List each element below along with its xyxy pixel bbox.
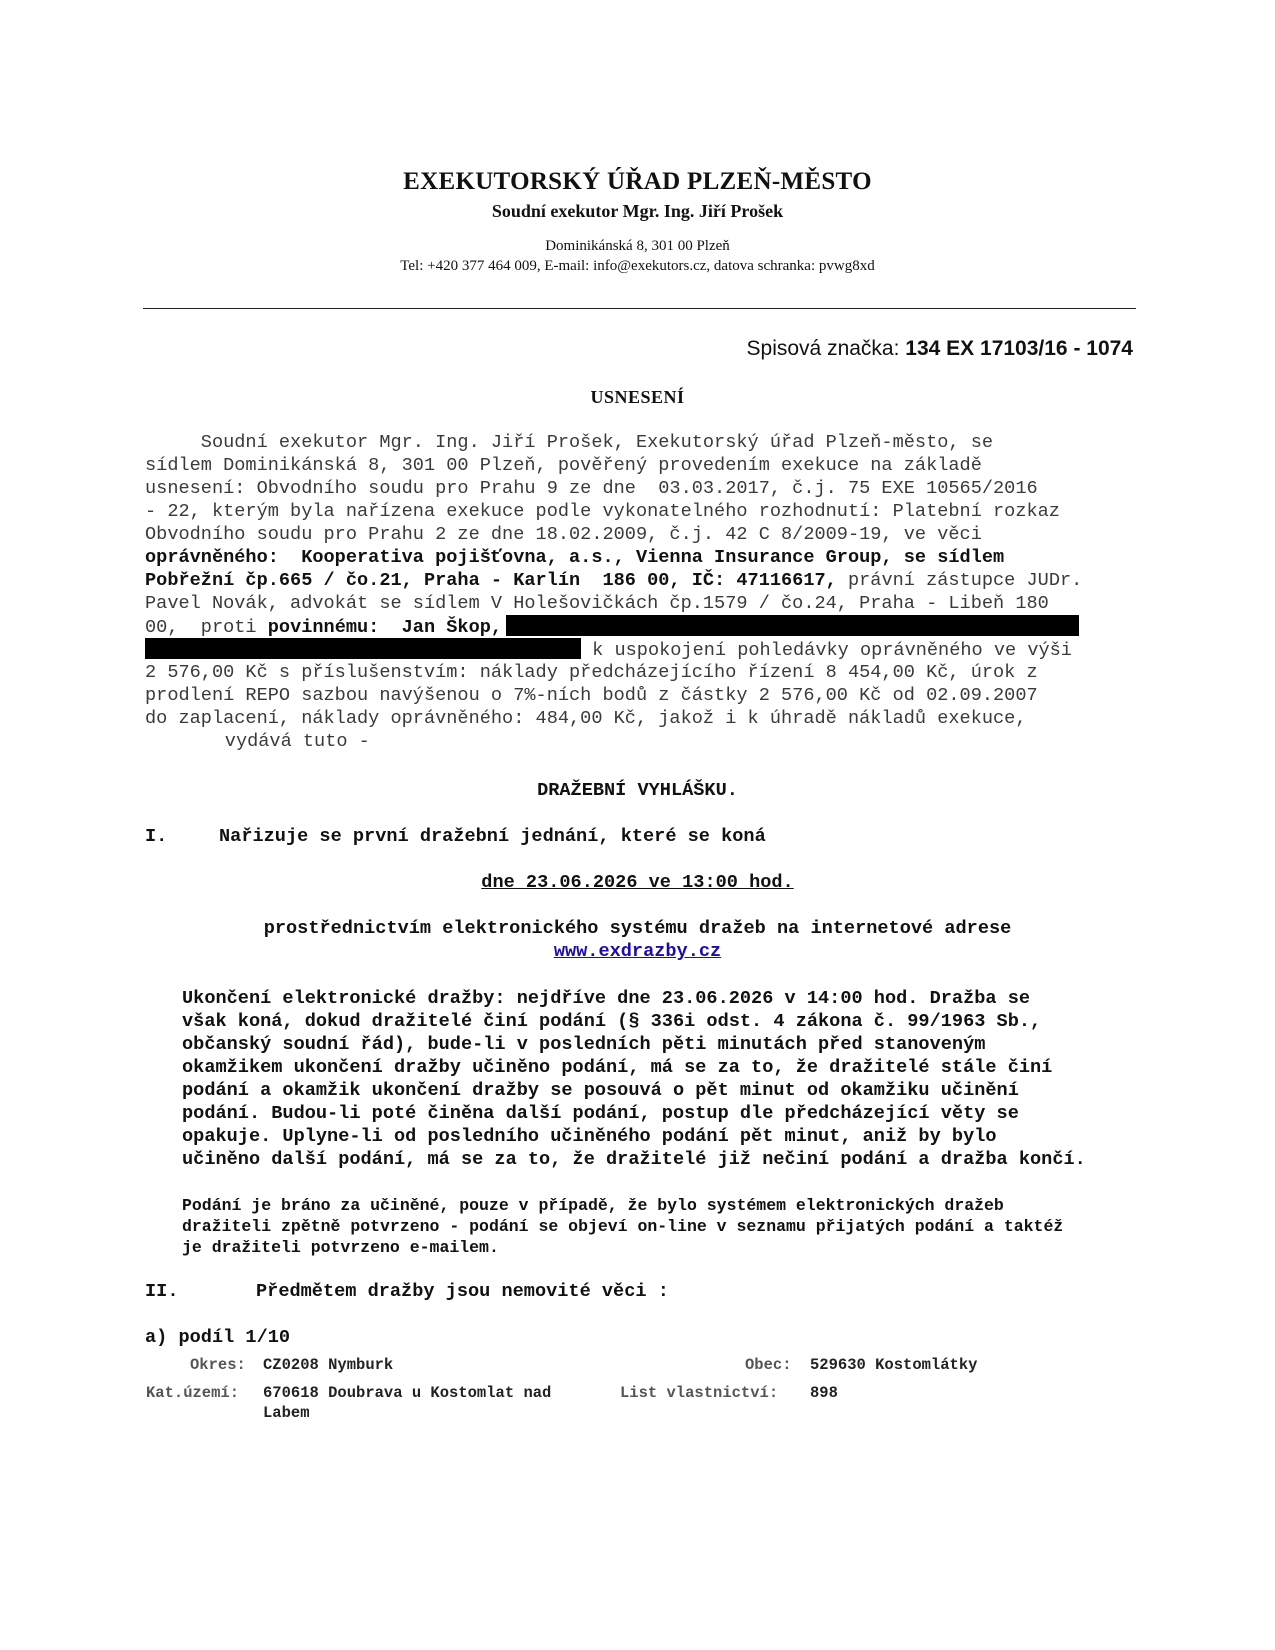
municipality-value: 529630 Kostomlátky: [810, 1356, 978, 1374]
redaction-bar: [145, 638, 581, 659]
cadastre-value-cont: Labem: [263, 1404, 310, 1422]
office-address: Dominikánská 8, 301 00 Plzeň: [545, 238, 730, 254]
intro-line: Obvodního soudu pro Prahu 2 ze dne 18.02.2009, č.j. 42 C 8/2009-19, ve věci: [145, 524, 982, 545]
auction-url-link[interactable]: www.exdrazby.cz: [553, 941, 722, 962]
claim-line: prodlení REPO sazbou navýšenou o 7%-ních bodů z částky 2 576,00 Kč od 02.09.2007: [145, 685, 1038, 706]
creditor-address-line: [145, 569, 1082, 592]
intro-line: usnesení: Obvodního soudu pro Prahu 9 ze dne 03.03.2017, č.j. 75 EXE 10565/2016: [145, 478, 1038, 499]
auction-via: prostřednictvím elektronického systému dražeb na internetové adrese: [263, 918, 1012, 939]
executor-name: Soudní exekutor Mgr. Ing. Jiří Prošek: [491, 201, 784, 221]
claim-line: [145, 638, 1072, 662]
ownership-value: 898: [810, 1384, 838, 1402]
office-title: EXEKUTORSKÝ ÚŘAD PLZEŇ-MĚSTO: [403, 168, 872, 195]
auction-end-line: Ukončení elektronické dražby: nejdříve dne 23.06.2026 v 14:00 hod. Dražba se: [182, 988, 1031, 1009]
auction-end-line: učiněno další podání, má se za to, že dražitelé již nečiní podání a dražba končí.: [182, 1149, 1086, 1170]
share-label: a) podíl 1/10: [145, 1327, 291, 1348]
section-1-text: Nařizuje se první dražební jednání, které se koná: [219, 826, 766, 847]
document-heading: USNESENÍ: [590, 387, 685, 407]
creditor-line: oprávněného: Kooperativa pojišťovna, a.s., Vienna Insurance Group, se sídlem: [145, 547, 1005, 568]
auction-end-line: okamžikem ukončení dražby učiněno podání, má se za to, že dražitelé stále činí: [182, 1057, 1053, 1078]
auction-end-line: opakuje. Uplyne-li od posledního učiněného podání pět minut, aniž by bylo: [182, 1126, 997, 1147]
file-reference: [747, 337, 1133, 361]
auction-end-line: však koná, dokud dražitelé činí podání (§ 336i odst. 4 zákona č. 99/1963 Sb.,: [182, 1011, 1042, 1032]
district-label: Okres:: [190, 1356, 246, 1374]
auction-url-wrap: [0, 941, 1275, 962]
header-divider: [143, 308, 1136, 309]
creditor-counsel-label: právní zástupce JUDr.: [836, 570, 1083, 591]
municipality-label: Obec:: [745, 1356, 792, 1374]
claim-line: 2 576,00 Kč s příslušenstvím: náklady předcházejícího řízení 8 454,00 Kč, úrok z: [145, 662, 1038, 683]
auction-end-line: občanský soudní řád), bude-li v posledních pěti minutách před stanoveným: [182, 1034, 986, 1055]
claim-line: vydává tuto -: [169, 731, 370, 752]
cadastre-label: Kat.území:: [146, 1384, 240, 1402]
section-2-text: Předmětem dražby jsou nemovité věci :: [256, 1281, 669, 1302]
file-reference-value: 134 EX 17103/16 - 1074: [905, 337, 1133, 360]
creditor-counsel-line: Pavel Novák, advokát se sídlem V Holešovičkách čp.1579 / čo.24, Praha - Libeň 180: [145, 593, 1049, 614]
section-2-number: II.: [145, 1281, 179, 1302]
file-reference-label: Spisová značka:: [746, 337, 900, 360]
district-value: CZ0208 Nymburk: [263, 1356, 394, 1374]
debtor-name: povinnému: Jan Škop,: [267, 617, 503, 638]
creditor-address: Pobřežní čp.665 / čo.21, Praha - Karlín 186 00, IČ: 47116617,: [145, 570, 837, 591]
intro-paragraph: [145, 431, 1135, 761]
bid-line: Podání je bráno za učiněné, pouze v případě, že bylo systémem elektronických dražeb: [182, 1196, 1004, 1215]
debtor-line: [145, 615, 1079, 639]
cadastre-value: 670618 Doubrava u Kostomlat nad: [263, 1384, 552, 1402]
auction-title: DRAŽEBNÍ VYHLÁŠKU.: [537, 780, 738, 801]
intro-line: - 22, kterým byla nařízena exekuce podle vykonatelného rozhodnutí: Platební rozkaz: [145, 501, 1060, 522]
bid-line: dražiteli zpětně potvrzeno - podání se objeví on-line v seznamu přijatých podání a taktéž: [182, 1217, 1064, 1236]
ownership-label: List vlastnictví:: [620, 1384, 779, 1402]
auction-end-line: podání. Budou-li poté činěna další podání, postup dle předcházející věty se: [182, 1103, 1019, 1124]
intro-line: sídlem Dominikánská 8, 301 00 Plzeň, pověřený provedením exekuce na základě: [145, 455, 982, 476]
intro-line: Soudní exekutor Mgr. Ing. Jiří Prošek, Exekutorský úřad Plzeň-město, se: [145, 432, 994, 453]
claim-text: k uspokojení pohledávky oprávněného ve výši: [581, 640, 1072, 661]
auction-date: dne 23.06.2026 ve 13:00 hod.: [481, 872, 794, 893]
redaction-bar: [506, 615, 1079, 636]
bid-line: je dražiteli potvrzeno e-mailem.: [182, 1238, 499, 1257]
section-1-number: I.: [145, 826, 168, 847]
claim-line: do zaplacení, náklady oprávněného: 484,00 Kč, jakož i k úhradě nákladů exekuce,: [145, 708, 1027, 729]
auction-end-line: podání a okamžik ukončení dražby se posouvá o pět minut od okamžiku učinění: [182, 1080, 1019, 1101]
office-contacts: Tel: +420 377 464 009, E-mail: info@exekutors.cz, datova schranka: pvwg8xd: [400, 258, 875, 274]
debtor-prefix: 00, proti: [145, 617, 268, 638]
